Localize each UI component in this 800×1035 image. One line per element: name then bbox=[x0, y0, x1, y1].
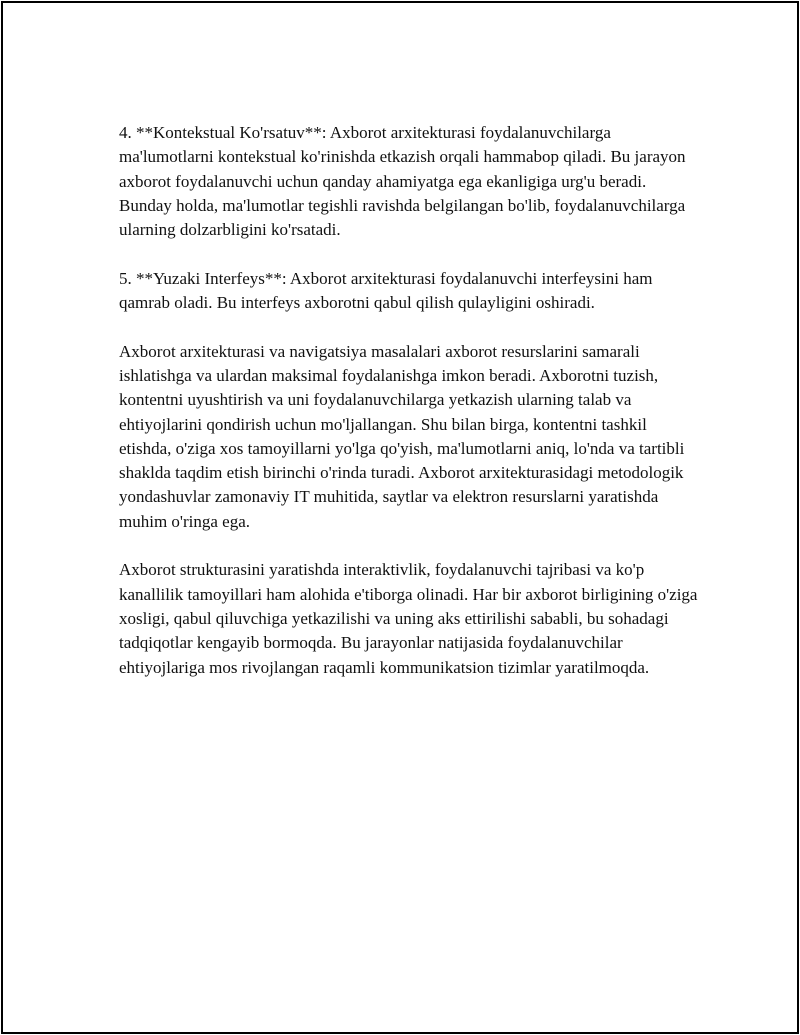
paragraph-kontekstual-korsatuv: 4. **Kontekstual Ko'rsatuv**: Axborot arxitekturasi foydalanuvchilarga ma'lumotlarni kontekstual ko'rinishda etkazish orqali hammabop qiladi. Bu jarayon axborot foydalanuvchi uchun qanday ahamiyatga ega ekanligiga urg'u beradi. Bunday holda, ma'lumotlar tegishli ravishda belgilangan bo'lib, foydalanuvchilarga ularning dolzarbligini ko'rsatadi. bbox=[119, 123, 686, 240]
document-body bbox=[119, 121, 699, 704]
paragraph-navigatsiya: Axborot arxitekturasi va navigatsiya masalalari axborot resurslarini samarali ishlatishga va ulardan maksimal foydalanishga imkon beradi. Axborotni tuzish, kontentni uyushtirish va uni foydalanuvchilarga yetkazish ularning talab va ehtiyojlarini qondirish uchun mo'ljallangan. Shu bilan birga, kontentni tashkil etishda, o'ziga xos tamoyillarni yo'lga qo'yish, ma'lumotlarni aniq, lo'nda va tartibli shaklda taqdim etish birinchi o'rinda turadi. Axborot arxitekturasidagi metodologik yondashuvlar zamonaviy IT muhitida, saytlar va elektron resurslarni yaratishda muhim o'ringa ega. bbox=[119, 341, 685, 531]
paragraph-axborot-strukturasi: Axborot strukturasini yaratishda interaktivlik, foydalanuvchi tajribasi va ko'p kanallilik tamoyillari ham alohida e'tiborga olinadi. Har bir axborot birligining o'ziga xosligi, qabul qiluvchiga yetkazilishi va uning aks ettirilishi sababli, bu sohadagi tadqiqotlar kengayib bormoqda. Bu jarayonlar natijasida foydalanuvchilar ehtiyojlariga mos rivojlangan raqamli kommunikatsion tizimlar yaratilmoqda. bbox=[119, 560, 698, 677]
paragraph-yuzaki-interfeys: 5. **Yuzaki Interfeys**: Axborot arxitekturasi foydalanuvchi interfeysini ham qamrab oladi. Bu interfeys axborotni qabul qilish qulayligini oshiradi. bbox=[119, 268, 653, 313]
document-page bbox=[1, 1, 799, 1034]
